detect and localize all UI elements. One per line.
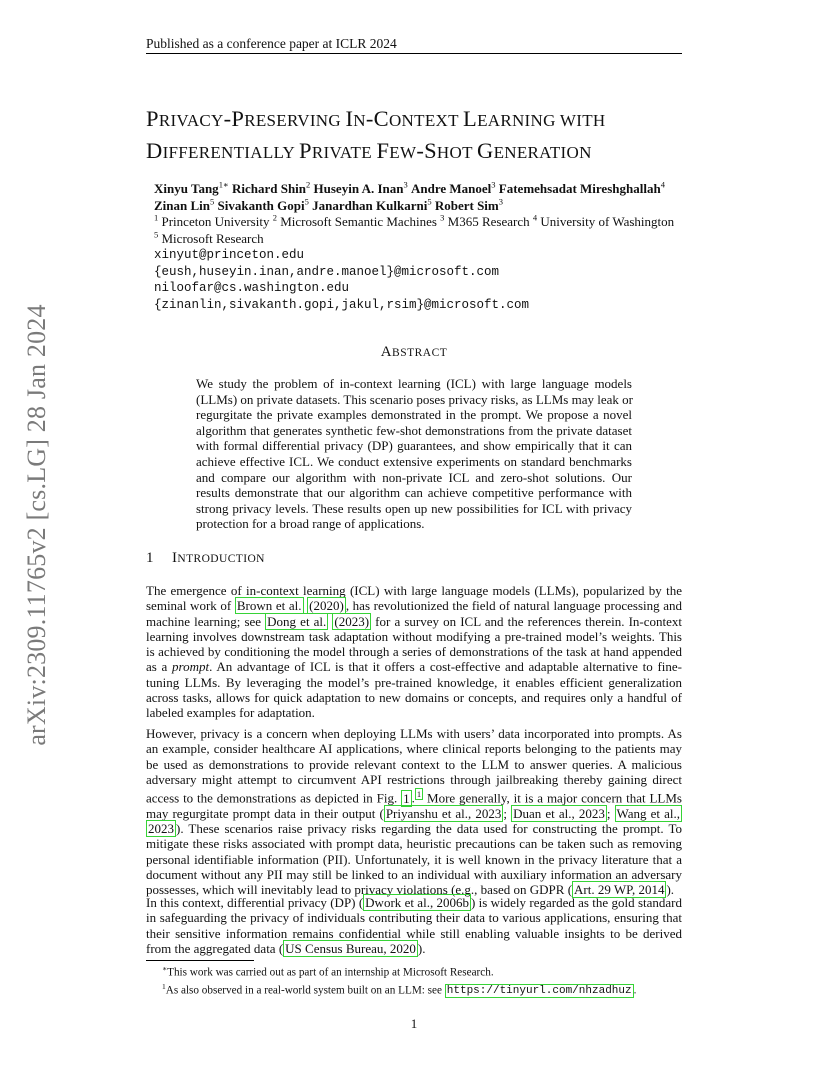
page-number: 1: [410, 1016, 418, 1031]
heading-letter: I: [345, 106, 354, 131]
heading-text: N: [353, 111, 366, 130]
text-line: [146, 659, 682, 674]
body-paragraph: [146, 583, 682, 721]
footnote-mark: 1: [162, 981, 166, 991]
text-line: [146, 821, 682, 836]
text-line: [146, 705, 682, 720]
citation-link: Art. 29 WP, 2014: [574, 882, 665, 898]
author-email: niloofar@cs.washington.edu: [154, 281, 350, 295]
text-span: ;: [606, 805, 615, 821]
citation-link: US Census Bureau, 2020: [285, 940, 416, 956]
text-line: [146, 757, 682, 772]
abstract-line: algorithm that generates synthetic few-shot demonstrations from the private dataset: [196, 422, 632, 438]
text-span: labeled examples for adaptation.: [146, 705, 315, 721]
text-span: tuning LLMs. By leveraging the model’s pre-trained knowledge, it enables efficient generalization: [146, 674, 682, 690]
affiliation-mark: 1: [154, 212, 159, 223]
citation-link: Brown et al.: [236, 598, 302, 614]
author-affiliation-mark: 5: [304, 196, 309, 207]
heading-text: EARNING WITH: [477, 111, 606, 130]
text-line: [146, 910, 682, 925]
citation-link: Dong et al.: [267, 613, 327, 629]
heading-text: RESERVING: [244, 111, 346, 130]
text-line: [146, 690, 682, 705]
author-email: xinyut@princeton.edu: [154, 248, 305, 262]
text-span: for a survey on ICL and the references therein. In-context: [371, 613, 683, 629]
author-affiliation-mark: 3: [498, 196, 504, 207]
citation-link: 2023: [148, 821, 174, 837]
text-line: [146, 726, 682, 741]
author-row-1: [154, 181, 714, 198]
text-span: However, privacy is a concern when deploying LLMs with users’ data incorporated into prompts. As: [146, 726, 682, 741]
footnote: [162, 980, 636, 999]
citation-link: 1: [403, 790, 410, 806]
author-name: Huseyin A. Inan: [313, 181, 404, 196]
author-block: [154, 181, 714, 313]
footnote-mark: ∗: [162, 964, 168, 973]
heading-text: ONTEXT: [388, 111, 464, 130]
abstract-line: strong privacy levels. These results open up new possibilities for ICL with privacy: [196, 500, 632, 516]
author-email: {zinanlin,sivakanth.gopi,jakul,rsim}@microsoft.com: [154, 297, 530, 312]
text-span: adversary might attempt to circumvent API restrictions through jailbreaking thereby gaining direct: [146, 771, 682, 787]
author-affiliation-mark: 2: [306, 179, 311, 190]
affiliation-mark: 4: [532, 212, 538, 223]
text-line: [146, 741, 682, 756]
citation-link: Duan et al., 2023: [513, 805, 605, 821]
abstract-line: achieve effective ICL. We conduct extensive experiments on standard benchmarks: [196, 453, 632, 469]
affiliation-row-2: [154, 231, 714, 248]
affiliation-name: Princeton University: [161, 214, 270, 229]
author-name: Zinan Lin: [154, 197, 211, 213]
abstract-line: (LLMs) on private datasets. This scenario poses privacy risks, as LLMs may leak or: [196, 391, 633, 407]
footnote-rule: [146, 960, 254, 961]
abstract-line: results demonstrate that our algorithm can achieve competitive performance with: [196, 485, 632, 501]
author-affiliation-mark: 5: [210, 196, 215, 207]
heading-letter: G: [477, 138, 494, 163]
text-span: document without any PII may still be linked to an individual with auxiliary information an adversary: [146, 867, 682, 882]
author-affiliation-mark: 4: [660, 179, 665, 190]
author-email: {eush,huseyin.inan,andre.manoel}@microsoft.com: [154, 264, 500, 279]
heading-letter: I: [172, 550, 178, 566]
citation-link: Dwork et al., 2006b: [365, 895, 470, 910]
text-line: [146, 772, 682, 787]
author-name: Richard Shin: [231, 181, 307, 196]
text-span: mitigate these risks associated with prompt data, heuristic precautions can be taken such as removing: [146, 836, 682, 852]
title-line-2: [146, 136, 706, 168]
text-span: learning involves downstream task adaptation without modifying a pre-trained model’s weights. This: [146, 628, 682, 644]
text-span: their sensitive information remains confidential while still enabling valuable insights to be derived: [146, 925, 682, 941]
text-line: [146, 598, 682, 613]
heading-text: BSTRACT: [392, 347, 448, 359]
title-line-1: [146, 104, 706, 136]
text-span: More generally, it is a major concern that LLMs: [423, 790, 682, 806]
text-span: from the aggregated data (: [146, 940, 284, 956]
abstract-heading: [146, 344, 682, 361]
text-line: [146, 644, 682, 659]
heading-text: HOT: [436, 143, 478, 162]
text-span: ).: [417, 940, 426, 956]
affiliation-mark: 3: [440, 212, 445, 223]
heading-text: EW: [389, 143, 417, 162]
author-name: Sivakanth Gopi: [217, 197, 305, 213]
heading-letter: A: [380, 344, 393, 360]
heading-letter: -P: [223, 106, 245, 131]
text-span: as a: [146, 659, 173, 675]
author-row-2: [154, 198, 714, 215]
abstract-line: regurgitate the private examples demonstrated in the prompt. We propose a novel: [196, 407, 632, 423]
heading-text: IFFERENTIALLY: [162, 143, 300, 162]
affiliation-mark: 2: [272, 212, 277, 223]
text-span: is achieved by conditioning the model through a series of demonstrations of the task at hand appended: [146, 644, 682, 660]
affiliation-name: Microsoft Semantic Machines: [280, 214, 437, 229]
text-span: .: [411, 790, 415, 806]
header-rule: [146, 53, 682, 54]
text-span: be used as demonstrations to provide relevant context to the LLM to answer queries. A malicious: [146, 756, 682, 772]
footnotes: [162, 962, 636, 998]
affiliation-name: M365 Research: [447, 214, 530, 229]
author-affiliation-mark: 3: [403, 179, 408, 190]
citation-link: (2020): [309, 598, 344, 614]
affiliation-mark: 5: [154, 229, 159, 240]
heading-letter: D: [146, 138, 163, 163]
text-line: [146, 583, 682, 598]
running-header: Published as a conference paper at ICLR 2024: [146, 36, 397, 51]
abstract-line: with formal differential privacy (DP) guarantees, and show empirically that it can: [196, 438, 632, 454]
heading-letter: -S: [416, 138, 437, 163]
text-line: [146, 806, 682, 821]
text-span: This work was carried out as part of an internship at Microsoft Research.: [167, 966, 494, 979]
affiliation-row-1: [154, 214, 714, 231]
text-span: ).: [666, 882, 675, 898]
author-name: Fatemehsadat Mireshghallah: [498, 181, 661, 196]
text-line: [146, 675, 682, 690]
author-affiliation-mark: 1∗: [218, 179, 229, 190]
citation-link: Wang et al.,: [616, 805, 681, 821]
body-paragraph: [146, 726, 682, 898]
text-span: machine learning; see: [146, 613, 266, 629]
text-line: [146, 941, 682, 956]
text-span: The emergence of in-context learning (ICL) with large language models (LLMs), popularized by the: [146, 583, 682, 598]
text-span: may regurgitate prompt data in their output (: [146, 805, 384, 821]
text-span: access to the demonstrations as depicted in Fig.: [146, 790, 402, 806]
text-span: . An advantage of ICL is that it offers a cost-effective and adaptable alternative to fine-: [209, 659, 682, 675]
text-line: [146, 895, 682, 910]
text-line: [146, 867, 682, 882]
footnote: [162, 962, 636, 980]
arxiv-side-label: arXiv:2309.11765v2 [cs.LG] 28 Jan 2024: [22, 304, 51, 746]
author-name: Andre Manoel: [410, 181, 492, 196]
text-span: ;: [503, 805, 512, 821]
author-affiliation-mark: 3: [491, 179, 496, 190]
italic-text: prompt: [172, 659, 210, 675]
section-number: 1: [146, 550, 154, 566]
heading-letter: P: [299, 138, 312, 163]
heading-letter: P: [146, 106, 159, 131]
citation-link: Priyanshu et al., 2023: [385, 805, 502, 821]
text-line: [146, 614, 682, 629]
text-span: As also observed in a real-world system built on an LLM: see: [165, 984, 445, 997]
heading-text: NTRODUCTION: [177, 553, 265, 565]
abstract-line: and compare our algorithm with non-private ICL and zero-shot solutions. Our: [196, 469, 632, 485]
author-name: Xinyu Tang: [154, 181, 219, 196]
heading-letter: -C: [365, 106, 389, 131]
abstract-line: We study the problem of in-context learning (ICL) with large language models: [196, 376, 632, 391]
footnote-mark: 1: [416, 789, 422, 800]
text-span: personal identifiable information (PII). Unfortunately, it is well known in the privacy literature that a: [146, 851, 682, 867]
heading-letter: F: [376, 138, 390, 163]
text-line: [146, 926, 682, 941]
text-span: ). These scenarios raise privacy risks regarding the data used for constructing the prompt. To: [176, 821, 682, 837]
citation-link: (2023): [334, 613, 370, 629]
abstract-text: [196, 376, 632, 532]
text-span: in safeguarding the privacy of individuals contributing their data to various applications, ensuring that: [146, 910, 682, 926]
text-span: an example, consider healthcare AI applications, where clinical reports belonging to the patients may: [146, 741, 682, 757]
author-name: Janardhan Kulkarni: [312, 197, 428, 213]
heading-text: RIVACY: [158, 111, 224, 130]
affiliation-name: University of Washington: [540, 214, 675, 229]
abstract-line: protection for a broad range of applications.: [196, 516, 425, 532]
text-line: [146, 852, 682, 867]
author-affiliation-mark: 5: [427, 196, 432, 207]
heading-text: ENERATION: [493, 143, 592, 162]
footnote-url: https://tinyurl.com/nhzadhuz: [446, 985, 632, 998]
text-span: across tasks, allows for quick adaptation to new domains or concepts, and requires only a handful of: [146, 690, 682, 706]
text-span: seminal work of: [146, 598, 235, 614]
text-line: [146, 787, 682, 806]
paper-title: [146, 104, 706, 168]
text-span: ) is widely regarded as the gold standard: [471, 895, 682, 910]
text-span: , has revolutionized the field of natural language processing and: [345, 598, 683, 614]
section-heading: [146, 550, 265, 567]
text-span: In this context, differential privacy (DP) (: [146, 895, 364, 910]
section-title: [172, 550, 265, 566]
text-line: [146, 836, 682, 851]
heading-letter: L: [463, 106, 478, 131]
text-span: .: [633, 984, 637, 997]
heading-text: RIVATE: [311, 143, 377, 162]
text-line: [146, 629, 682, 644]
author-name: Robert Sim: [434, 197, 499, 213]
text-span: possesses, which will inevitably lead to privacy violations (e.g., based on GDPR (: [146, 882, 573, 898]
body-paragraph: [146, 895, 682, 956]
affiliation-name: Microsoft Research: [161, 230, 264, 246]
